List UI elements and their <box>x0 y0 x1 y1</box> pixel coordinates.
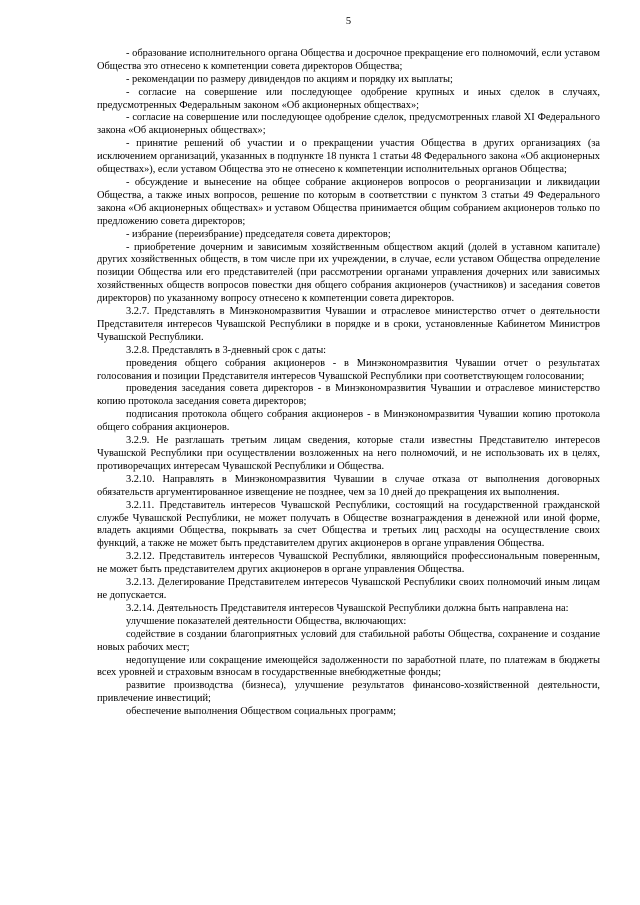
paragraph: - образование исполнительного органа Общества и досрочное прекращение его полномочий, если уставом Общества это отнесено к компетенции совета директоров Общества; <box>97 47 600 72</box>
paragraph: 3.2.11. Представитель интересов Чувашской Республики, состоящий на государственной гражданской службе Чувашской Республики, не может получать в Обществе вознаграждения в денежной или иной форме, владеть акциями Общества, покрывать за счет Общества и третьих лиц расходы на осуществление своих функций, а также не может быть представителем других акционеров в органе управления Общества. <box>97 499 600 550</box>
paragraph: 3.2.14. Деятельность Представителя интересов Чувашской Республики должна быть направлена на: <box>126 602 569 614</box>
paragraph: 3.2.7. Представлять в Минэкономразвития Чувашии и отраслевое министерство отчет о деятельности Представителя интересов Чувашской Республики в порядке и в сроки, установленные Кабинетом Министров Чувашской Республики. <box>97 306 600 343</box>
paragraph: 3.2.13. Делегирование Представителем интересов Чувашской Республики своих полномочий иным лицам не допускается. <box>97 577 600 601</box>
document-body <box>97 48 600 719</box>
paragraph: 3.2.8. Представлять в 3-дневный срок с даты: <box>126 344 327 356</box>
paragraph: - обсуждение и вынесение на общее собрание акционеров вопросов о реорганизации и ликвидации Общества, а также иных вопросов, решение по которым в соответствии с пунктом 3 статьи 49 Федерального закона «Об акционерных обществах» и уставом Общества принимается общим собранием акционеров только по предложению совета директоров; <box>97 176 600 227</box>
paragraph: - принятие решений об участии и о прекращении участия Общества в других организациях (за исключением организаций, указанных в подпункте 18 пункта 1 статьи 48 Федерального закона «Об акционерных обществах»), если уставом Общества это не отнесено к компетенции исполнительных органов Общества; <box>97 138 600 176</box>
paragraph: проведения заседания совета директоров - в Минэкономразвития Чувашии и отраслевое министерство копию протокола заседания совета директоров; <box>97 383 600 408</box>
paragraph: - избрание (переизбрание) председателя совета директоров; <box>126 228 391 240</box>
paragraph: 3.2.9. Не разглашать третьим лицам сведения, которые стали известны Представителю интересов Чувашской Республики при осуществлении возложенных на него полномочий, и не использовать их в целях, противоречащих интересам Чувашской Республики и Общества. <box>97 435 600 472</box>
paragraph: - приобретение дочерним и зависимым хозяйственным обществом акций (долей в уставном капитале) других хозяйственных обществ, в том числе при их учреждении, в случае, если уставом Общества определение позиции Общества или его представителей (при рассмотрении органами управления дочерних или зависимых хозяйственных обществ вопросов повестки дня общего собрания акционеров (участников) и заседания советов директоров) по указанному вопросу отнесено к компетенции совета директоров. <box>97 241 600 305</box>
paragraph: улучшение показателей деятельности Общества, включающих: <box>126 615 407 627</box>
paragraph: обеспечение выполнения Обществом социальных программ; <box>126 706 397 718</box>
paragraph: 3.2.12. Представитель интересов Чувашской Республики, являющийся профессиональным поверенным, не может быть представителем других акционеров в органе управления Общества. <box>97 551 600 576</box>
paragraph: - согласие на совершение или последующее одобрение крупных и иных сделок в случаях, предусмотренных Федеральным законом «Об акционерных обществах»; <box>97 86 600 111</box>
paragraph: подписания протокола общего собрания акционеров - в Минэкономразвития Чувашии копию протокола общего собрания акционеров. <box>97 409 600 434</box>
paragraph: 3.2.10. Направлять в Минэкономразвития Чувашии в случае отказа от выполнения договорных обязательств аргументированное извещение не позднее, чем за 10 дней до прекращения их выполнения. <box>97 473 600 498</box>
paragraph: - рекомендации по размеру дивидендов по акциям и порядку их выплаты; <box>126 73 453 85</box>
page-number: 5 <box>345 16 352 27</box>
paragraph: содействие в создании благоприятных условий для стабильной работы Общества, сохранение и создание новых рабочих мест; <box>97 628 600 653</box>
paragraph: - согласие на совершение или последующее одобрение сделок, предусмотренных главой XI Федерального закона «Об акционерных обществах»; <box>97 112 600 137</box>
paragraph: недопущение или сокращение имеющейся задолженности по заработной плате, по платежам в бюджеты всех уровней и страховым взносам в государственные внебюджетные фонды; <box>97 654 600 679</box>
paragraph: развитие производства (бизнеса), улучшение результатов финансово-хозяйственной деятельности, привлечение инвестиций; <box>97 680 600 705</box>
paragraph: проведения общего собрания акционеров - в Минэкономразвития Чувашии отчет о результатах голосования и позиции Представителя интересов Чувашской Республики при соответствующем голосовании; <box>97 357 600 382</box>
